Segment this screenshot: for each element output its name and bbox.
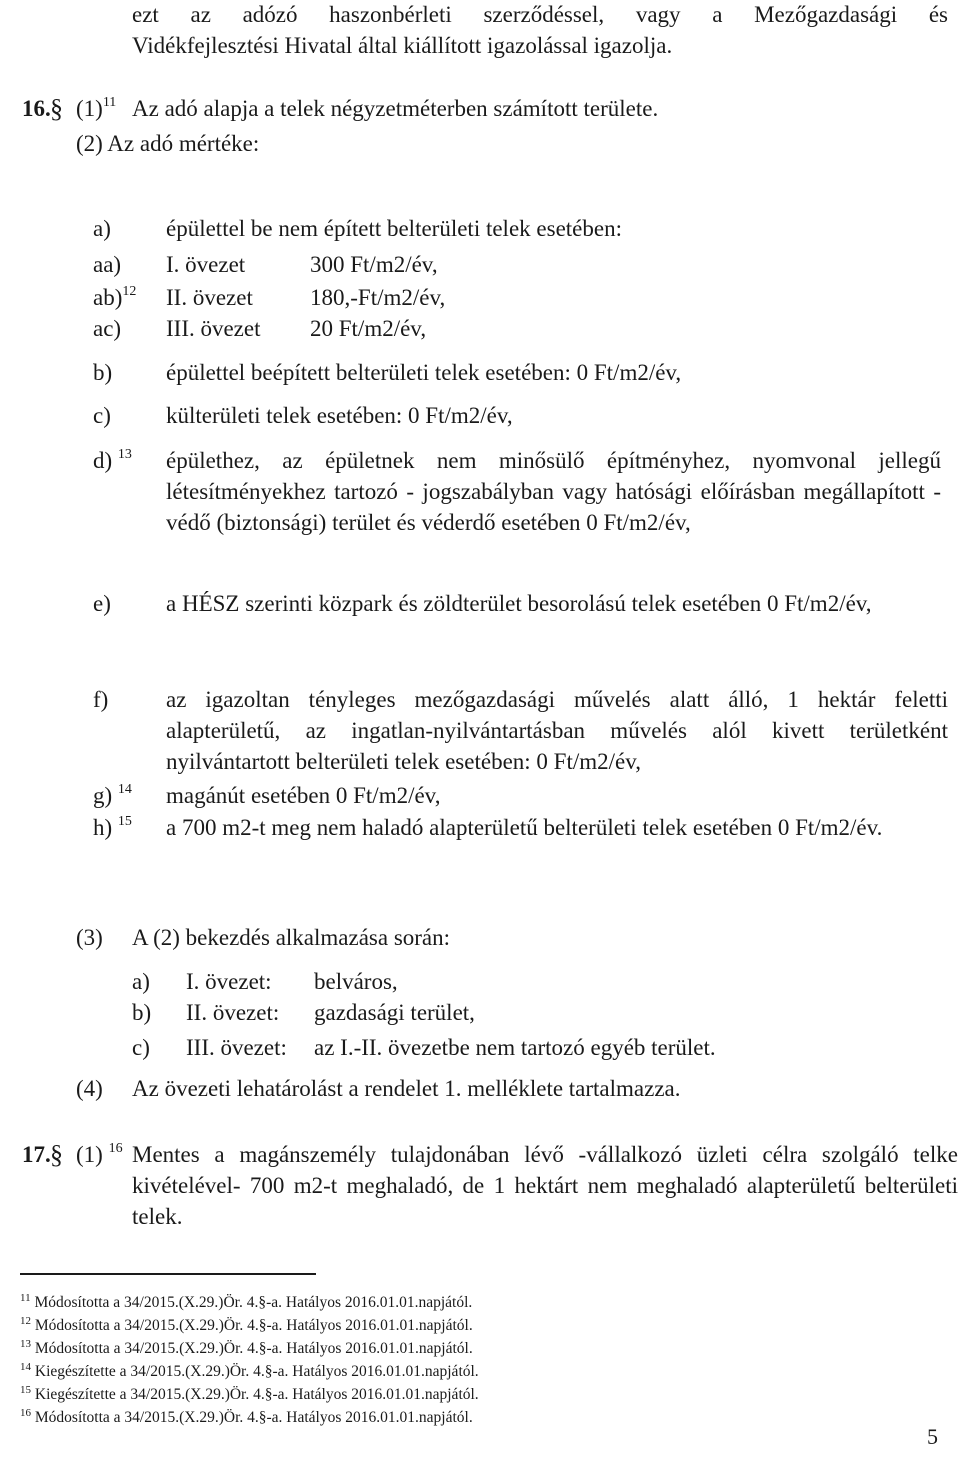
s16-p2-text: (2) Az adó mértéke: [76, 131, 260, 156]
item-h-text: a 700 m2-t meg nem haladó alapterületű belterületi telek esetében 0 Ft/m2/év. [166, 815, 883, 840]
footnote-11: $^{11}$ Módosította a 34/2015.(X.29.)Ör. 4.§-a. Hatályos 2016.01.01.napjától. [20, 1292, 473, 1311]
p3-item-b-label: b) [132, 1000, 152, 1025]
intro-line-2: Vidékfejlesztési Hivatal által kiállított igazolással igazolja. [132, 33, 673, 58]
item-d-text: épülethez, az épületnek nem minősülő építményhez, nyomvonal jellegű létesítményekhez tartozó - jogszabályban vagy hatósági előírásban megállapított - védő (biztonsági) terület és véderdő esetében 0 Ft/m2/év, [166, 448, 941, 535]
zone-ab-label: ab)$^{12}$ [93, 284, 137, 310]
footnote-15: $^{15}$ Kiegészítette a 34/2015.(X.29.)Ör. 4.§-a. Hatályos 2016.01.01.napjától. [20, 1384, 479, 1403]
item-g-text: magánút esetében 0 Ft/m2/év, [166, 783, 441, 808]
zone-ac-label: ac) [93, 316, 122, 341]
zone-aa-label: aa) [93, 252, 122, 277]
item-e-text: a HÉSZ szerinti közpark és zöldterület besorolású telek esetében 0 Ft/m2/év, [166, 591, 872, 616]
footnote-ref-16: 16 [108, 1141, 123, 1156]
section-sign-icon: § [50, 1140, 63, 1169]
zone-aa-rate: 300 Ft/m2/év, [310, 252, 438, 277]
p3-item-a-zone: I. övezet: [186, 969, 272, 994]
section-16-number: 16. [22, 96, 51, 121]
p3-item-a-desc: belváros, [314, 969, 398, 994]
item-b-text: épülettel beépített belterületi telek esetében: 0 Ft/m2/év, [166, 360, 682, 385]
zone-ab-rate: 180,-Ft/m2/év, [310, 285, 446, 310]
footnote-16: $^{16}$ Módosította a 34/2015.(X.29.)Ör. 4.§-a. Hatályos 2016.01.01.napjától. [20, 1407, 473, 1426]
zone-aa-name: I. övezet [166, 252, 246, 277]
item-f-text: az igazoltan tényleges mezőgazdasági művelés alatt álló, 1 hektár feletti alapterületű, az ingatlan-nyilvántartásban művelés alól kivett területként nyilvántartott belterületi telek esetében: 0 Ft/m2/év, [166, 687, 948, 774]
page-number: 5 [927, 1424, 938, 1449]
p3-item-c-label: c) [132, 1035, 150, 1060]
zone-ac-name: III. övezet [166, 316, 261, 341]
footnote-13: $^{13}$ Módosította a 34/2015.(X.29.)Ör. 4.§-a. Hatályos 2016.01.01.napjától. [20, 1338, 473, 1357]
zone-ac-rate: 20 Ft/m2/év, [310, 316, 427, 341]
item-a-label: a) [93, 216, 111, 241]
s16-p1-label: $(1)^{11}$ [76, 95, 117, 121]
item-a-text: épülettel be nem épített belterületi telek esetében: [166, 216, 622, 241]
zone-ab-name: II. övezet [166, 285, 253, 310]
p3-item-a-label: a) [132, 969, 150, 994]
p3-item-c-zone: III. övezet: [186, 1035, 287, 1060]
s16-p4-label: (4) [76, 1076, 103, 1101]
p3-item-b-desc: gazdasági terület, [314, 1000, 475, 1025]
footnote-14: $^{14}$ Kiegészítette a 34/2015.(X.29.)Ör. 4.§-a. Hatályos 2016.01.01.napjától. [20, 1361, 479, 1380]
item-c-text: külterületi telek esetében: 0 Ft/m2/év, [166, 403, 513, 428]
section-sign-icon: § [50, 94, 63, 123]
item-g-label: g) $^{14}$ [93, 782, 132, 808]
footnote-separator [20, 1273, 316, 1275]
p3-item-b-zone: II. övezet: [186, 1000, 280, 1025]
footnote-ref-14: 14 [117, 782, 132, 797]
item-b-label: b) [93, 360, 113, 385]
footnote-12: $^{12}$ Módosította a 34/2015.(X.29.)Ör. 4.§-a. Hatályos 2016.01.01.napjától. [20, 1315, 473, 1334]
s17-p1-label: (1) $^{16}$ [76, 1141, 123, 1167]
p3-item-c-desc: az I.-II. övezetbe nem tartozó egyéb terület. [314, 1035, 716, 1060]
intro-line-1: ezt az adózó haszonbérleti szerződéssel, vagy a Mezőgazdasági és [132, 2, 948, 27]
s16-p3-text: A (2) bekezdés alkalmazása során: [132, 925, 451, 950]
item-f-label: f) [93, 687, 109, 712]
s16-p4-text: Az övezeti lehatárolást a rendelet 1. melléklete tartalmazza. [132, 1076, 681, 1101]
item-d-label: d) $^{13}$ [93, 447, 132, 473]
section-17-number: 17. [22, 1142, 51, 1167]
footnote-ref-15: 15 [117, 814, 132, 829]
item-c-label: c) [93, 403, 111, 428]
s17-p1-text: Mentes a magánszemély tulajdonában lévő -vállalkozó üzleti célra szolgáló telke kivételével- 700 m2-t meghaladó, de 1 hektárt nem meghaladó alapterületű belterületi telek. [132, 1142, 958, 1229]
s16-p1-text: Az adó alapja a telek négyzetméterben számított területe. [132, 96, 659, 121]
item-h-label: h) $^{15}$ [93, 814, 132, 840]
item-e-label: e) [93, 591, 111, 616]
footnote-ref-11: 11 [102, 95, 117, 110]
footnote-ref-13: 13 [117, 447, 132, 462]
s16-p3-label: (3) [76, 925, 103, 950]
footnote-ref-12: 12 [122, 284, 137, 299]
